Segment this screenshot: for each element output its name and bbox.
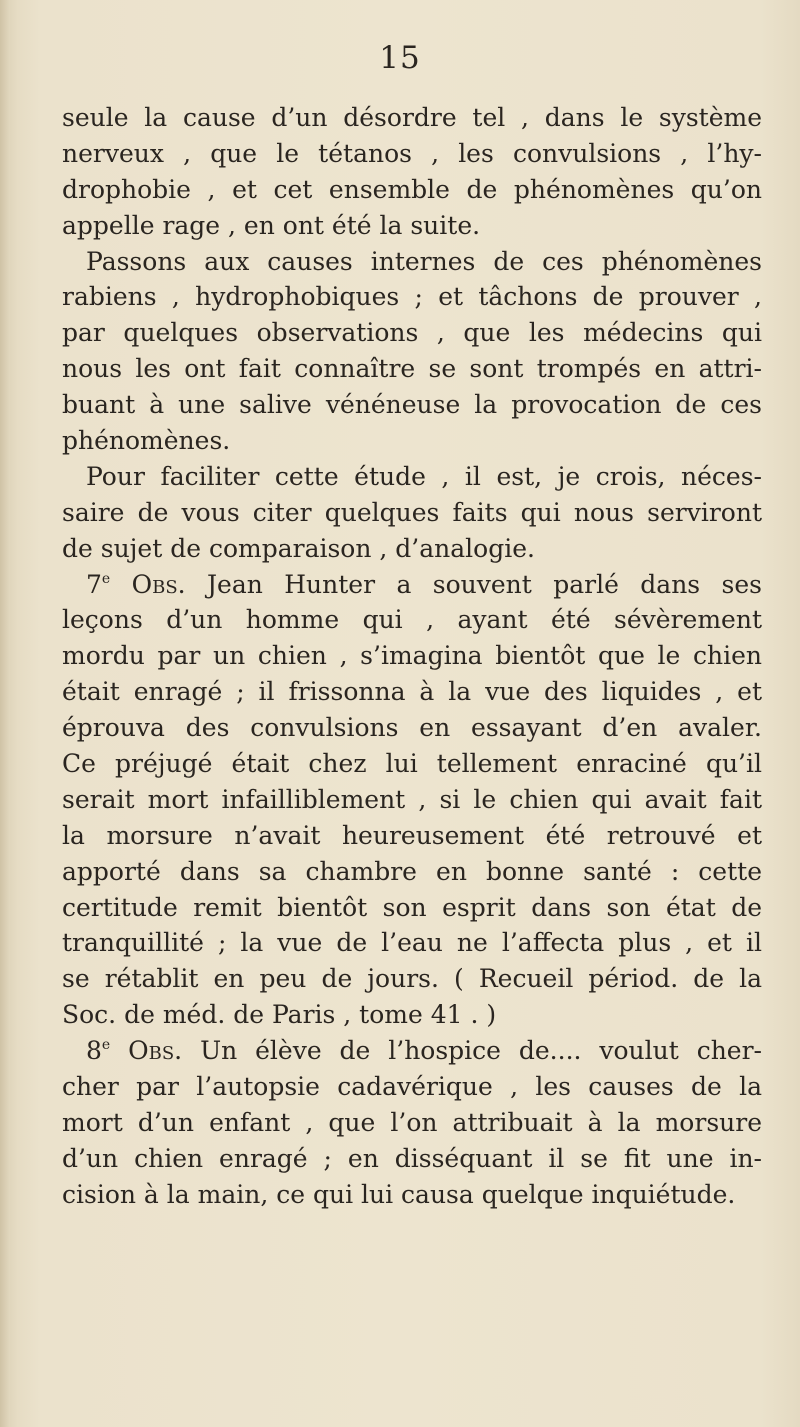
text-line: buant à une salive vénéneuse la provocation de ces: [62, 390, 762, 420]
text-line: la morsure n’avait heureusement été retrouvé et: [62, 820, 762, 850]
text-line: nous les ont fait connaître se sont trompés en attri-: [62, 354, 762, 384]
text-line: Passons aux causes internes de ces phénomènes: [86, 246, 762, 276]
text-line: certitude remit bientôt son esprit dans son état de: [62, 892, 762, 922]
text-line: par quelques observations , que les médecins qui: [62, 318, 762, 348]
text-line: appelle rage , en ont été la suite.: [62, 210, 481, 240]
text-line: cision à la main, ce qui lui causa quelque inquiétude.: [62, 1179, 736, 1209]
observation-number: 8: [86, 1036, 102, 1066]
text-line: Ce préjugé était chez lui tellement enraciné qu’il: [62, 749, 762, 779]
text-line: leçons d’un homme qui , ayant été sévèrement: [62, 605, 762, 635]
observation-7-line: [62, 567, 762, 603]
observation-8-line: [62, 1033, 762, 1069]
page-number: 15: [379, 40, 421, 76]
text-line: tranquillité ; la vue de l’eau ne l’affecta plus , et il: [62, 928, 762, 958]
text-line: rabiens , hydrophobiques ; et tâchons de prouver ,: [62, 282, 762, 312]
text-line: seule la cause d’un désordre tel , dans le système: [62, 103, 762, 132]
text-line: d’un chien enragé ; en disséquant il se fit une in-: [62, 1143, 762, 1173]
text-line: se rétablit en peu de jours. ( Recueil périod. de la: [62, 964, 762, 994]
text-line: cher par l’autopsie cadavérique , les causes de la: [62, 1072, 762, 1102]
observation-label: Obs.: [128, 1036, 183, 1066]
text-line: nerveux , que le tétanos , les convulsions , l’hy-: [62, 138, 762, 168]
text-line: était enragé ; il frissonna à la vue des liquides , et: [62, 677, 762, 707]
page-binding-edge: [0, 0, 10, 1427]
text-line: mort d’un enfant , que l’on attribuait à la morsure: [62, 1107, 762, 1137]
text-line: phénomènes.: [62, 426, 231, 456]
observation-number: 7: [86, 569, 102, 599]
text-line: saire de vous citer quelques faits qui nous serviront: [62, 497, 762, 527]
text-line: Pour faciliter cette étude , il est, je crois, néces-: [86, 461, 762, 491]
text-line: Jean Hunter a souvent parlé dans ses: [207, 569, 762, 599]
text-line: de sujet de comparaison , d’analogie.: [62, 533, 535, 563]
observation-label: Obs.: [131, 569, 186, 599]
text-line: mordu par un chien , s’imagina bientôt que le chien: [62, 641, 762, 671]
text-line: Un élève de l’hospice de.... voulut cher-: [200, 1036, 762, 1066]
body-text: [62, 100, 762, 1213]
text-line: apporté dans sa chambre en bonne santé : cette: [62, 856, 762, 886]
text-line: drophobie , et cet ensemble de phénomènes qu’on: [62, 174, 762, 204]
text-line: serait mort infailliblement , si le chien qui avait fait: [62, 784, 762, 814]
observation-ordinal: e: [101, 570, 111, 587]
observation-ordinal: e: [101, 1037, 111, 1054]
text-line: Soc. de méd. de Paris , tome 41 . ): [62, 1000, 497, 1030]
text-line: éprouva des convulsions en essayant d’en avaler.: [62, 713, 762, 743]
